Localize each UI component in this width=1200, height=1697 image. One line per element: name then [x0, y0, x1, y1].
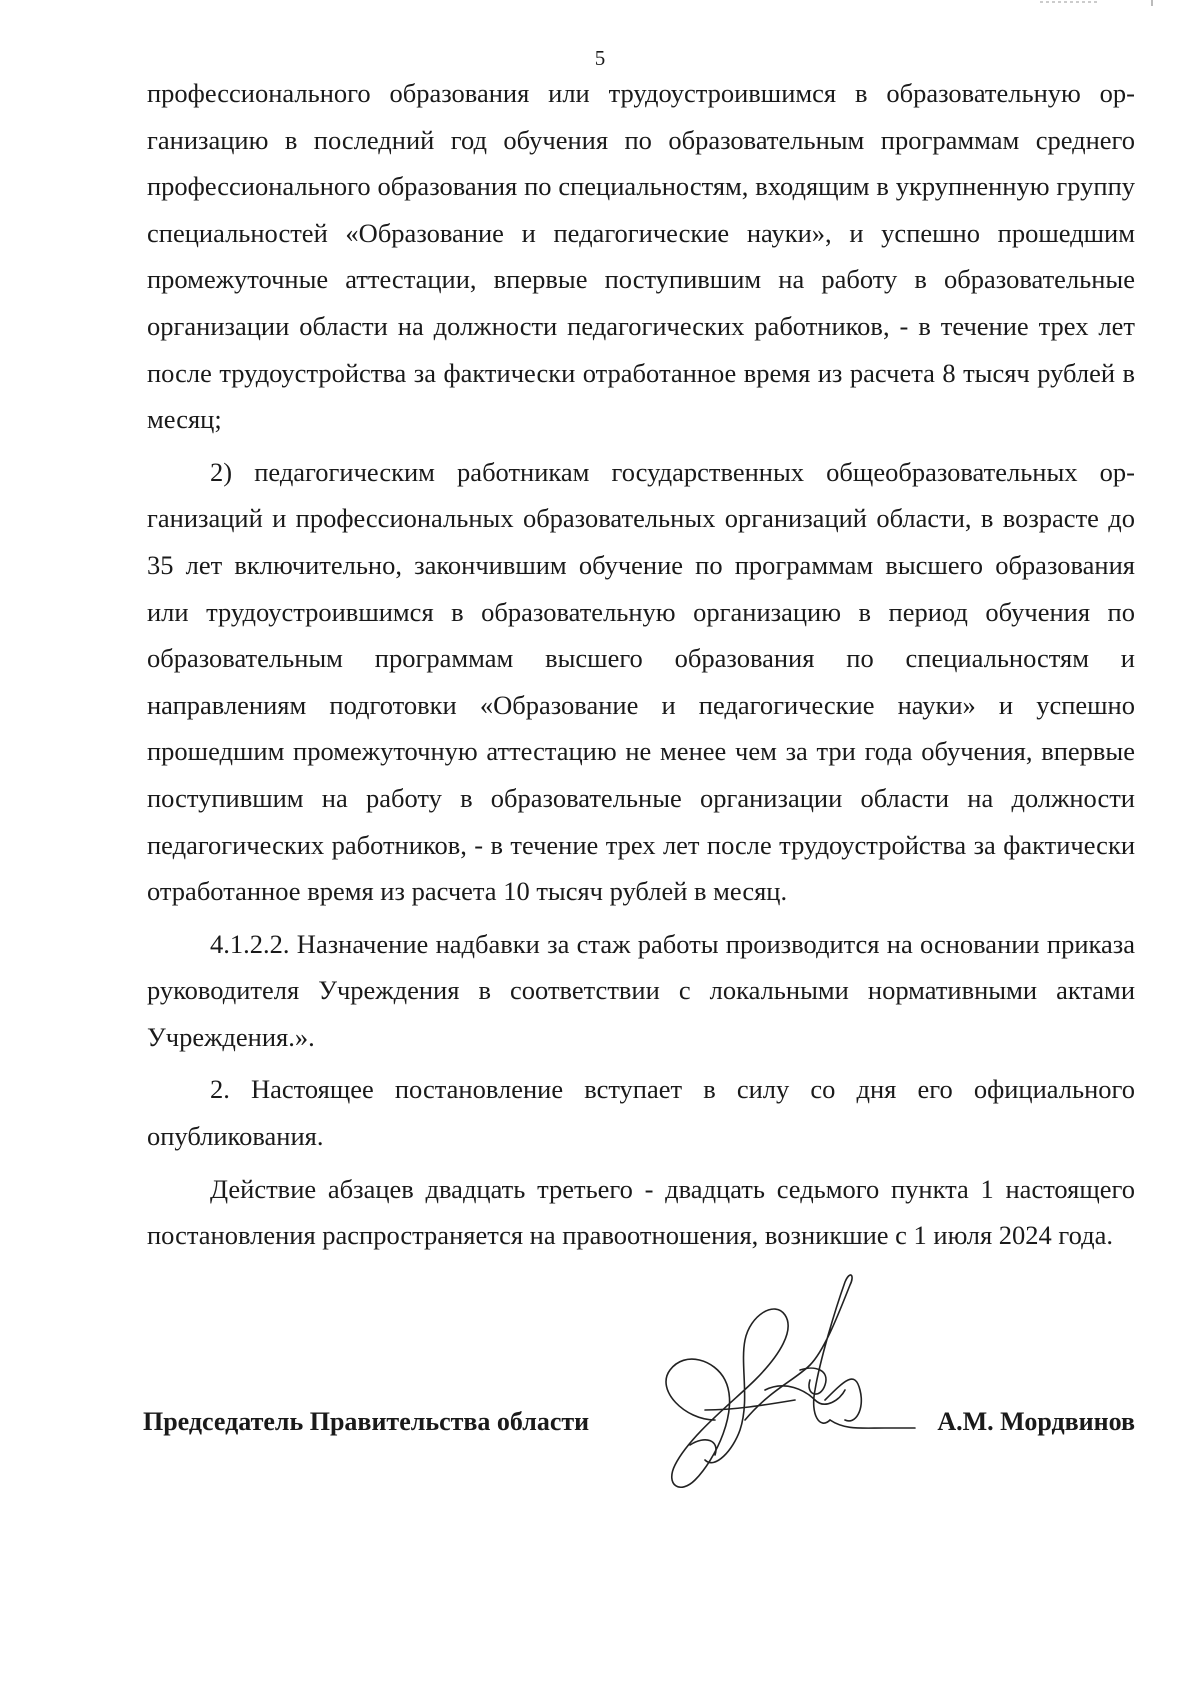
- handwritten-signature: [645, 1270, 925, 1510]
- paragraph-item-2: 2) педагогическим работникам государственных общеобразовательных организаций и профессиональных образовательных организаций области, в возрасте до 35 лет включительно, закончившим обучение по программам высшего образования или трудоустроившимся в образовательную организацию в период обучения по образовательным программам высшего образования по специальностям и направлениям подготовки «Образование и педагогические науки» и успешно прошедшим промежуточную аттестацию не менее чем за три года обучения, впервые поступившим на работу в образовательные организации области на должности педагогических работников, - в течение трех лет после трудоустройства за фактически отработанное время из расчета 10 тысяч рублей в месяц.: [147, 456, 1135, 907]
- paragraph-effective-date: 2. Настоящее постановление вступает в силу со дня его официального опубликования.: [147, 1074, 1135, 1152]
- signature-block: [143, 1402, 1135, 1442]
- paragraph-retroactive: Действие абзацев двадцать третьего - двадцать седьмого пункта 1 настоящего постановления распространяется на правоотношения, возникшие с 1 июля 2024 года.: [147, 1173, 1135, 1251]
- paragraph-4-1-2-2: 4.1.2.2. Назначение надбавки за стаж работы производится на основании приказа руководителя Учреждения в соответствии с локальными нормативными актами Учреждения.».: [147, 928, 1135, 1052]
- paragraph-continuation: профессионального образования или трудоустроившимся в образовательную организацию в последний год обучения по образовательным программам среднего профессионального образования по специальностям, входящим в укрупненную группу специальностей «Образование и педагогические науки», и успешно прошедшим промежуточные аттестации, впервые поступившим на работу в образовательные организации области на должности педагогических работников, - в течение трех лет после трудоустройства за фактически отработанное время из расчета 8 тысяч рублей в месяц;: [147, 78, 1135, 435]
- signatory-title: Председатель Правительства области: [143, 1407, 590, 1436]
- page-number: 5: [594, 46, 606, 70]
- signatory-name: А.М. Мордвинов: [937, 1407, 1135, 1436]
- document-body: [147, 70, 1135, 1259]
- scan-edge-mark: [1040, 0, 1160, 6]
